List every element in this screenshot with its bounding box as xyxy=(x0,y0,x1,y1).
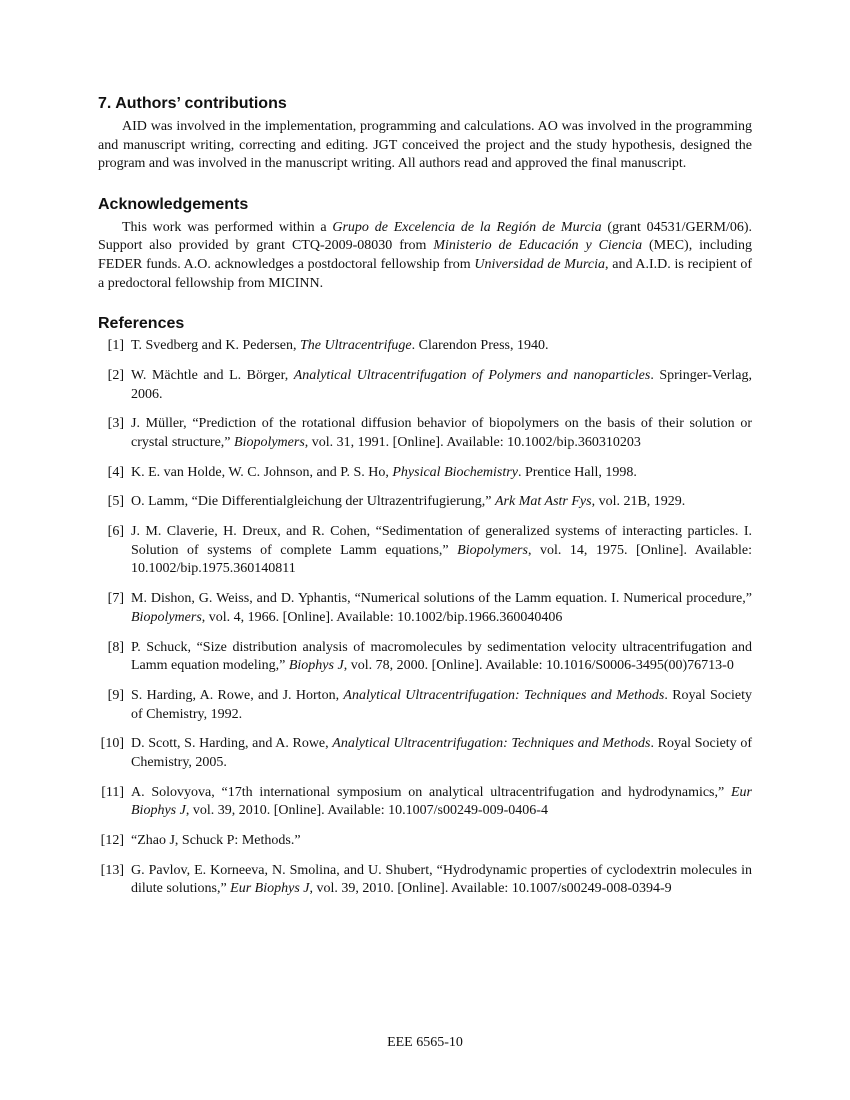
acknowledgements-section xyxy=(98,195,752,293)
reference-list xyxy=(98,337,752,899)
text-run: , vol. 31, 1991. [Online]. Available: 10.1002/bip.360310203 xyxy=(304,434,641,450)
text-run: , vol. 14, 1975. [Online]. Available: 10.1002/bip.1975.360140811 xyxy=(131,542,752,577)
reference-item xyxy=(98,862,752,899)
text-run: A. Solovyova, “17th international symposium on analytical ultracentrifugation and hydrodynamics,” xyxy=(131,784,731,800)
reference-item xyxy=(98,464,752,483)
reference-number: [1] xyxy=(107,338,124,354)
reference-number: [6] xyxy=(107,524,124,540)
text-run: P. Schuck, “Size distribution analysis of macromolecules by sedimentation velocity ultracentrifugation and Lamm equation modeling,” xyxy=(131,639,752,674)
text-run: W. Mächtle and L. Börger, xyxy=(131,367,294,383)
reference-item xyxy=(98,493,752,512)
reference-item xyxy=(98,415,752,452)
italic-text: Physical Biochemistry xyxy=(392,464,518,480)
text-run: . Clarendon Press, 1940. xyxy=(411,338,549,354)
page-content xyxy=(98,94,752,920)
italic-text: Ministerio de Educación y Ciencia xyxy=(433,238,643,254)
reference-item xyxy=(98,639,752,676)
references-section xyxy=(98,314,752,899)
text-run: J. Müller, “Prediction of the rotational diffusion behavior of biopolymers on the basis of their solution or crystal structure,” xyxy=(131,416,752,450)
italic-text: Biopolymers xyxy=(457,542,528,558)
reference-item xyxy=(98,523,752,579)
text-run: , vol. 78, 2000. [Online]. Available: 10.1016/S0006-3495(00)76713-0 xyxy=(343,658,734,674)
section-heading-acknowledgements: Acknowledgements xyxy=(98,195,249,213)
text-run: O. Lamm, “Die Differentialgleichung der Ultrazentrifugierung,” xyxy=(131,494,495,510)
text-run: This work was performed within a xyxy=(122,219,333,235)
reference-item xyxy=(98,590,752,627)
text-run: S. Harding, A. Rowe, and J. Horton, xyxy=(131,687,344,703)
reference-number: [12] xyxy=(100,833,124,849)
text-run: (MEC), including FEDER funds. A.O. acknowledges a postdoctoral fellowship from xyxy=(98,238,752,272)
italic-text: Analytical Ultracentrifugation of Polymers and nanoparticles xyxy=(293,367,651,383)
text-run: J. M. Claverie, H. Dreux, and R. Cohen, “Sedimentation of generalized systems of interacting particles. I. Solution of systems of complete Lamm equations,” xyxy=(131,524,752,558)
text-run: , vol. 39, 2010. [Online]. Available: 10.1007/s00249-009-0406-4 xyxy=(185,803,548,819)
italic-text: Biopolymers xyxy=(234,434,305,450)
reference-number: [9] xyxy=(107,687,124,703)
text-run: . Royal Society of Chemistry, 2005. xyxy=(131,736,752,770)
text-run: , and A.I.D. is recipient of a predoctoral fellowship from MICINN. xyxy=(98,256,752,291)
reference-item xyxy=(98,832,752,851)
text-run: T. Svedberg and K. Pedersen, xyxy=(131,338,300,354)
reference-number: [10] xyxy=(100,736,124,752)
reference-number: [11] xyxy=(101,784,124,800)
italic-text: Biopolymers xyxy=(131,609,202,625)
italic-text: Eur Biophys J xyxy=(230,881,310,897)
reference-number: [5] xyxy=(107,494,124,510)
section-heading-contributions: 7. Authors’ contributions xyxy=(98,95,287,112)
reference-item xyxy=(98,687,752,724)
text-run: “Zhao J, Schuck P: Methods.” xyxy=(131,833,301,849)
reference-item xyxy=(98,367,752,404)
acknowledgements-paragraph xyxy=(98,219,752,293)
reference-number: [3] xyxy=(107,416,124,432)
text-run: G. Pavlov, E. Korneeva, N. Smolina, and U. Shubert, “Hydrodynamic properties of cyclodextrin molecules in dilute solutions,” xyxy=(131,862,752,897)
italic-text: Biophys J xyxy=(288,658,344,674)
italic-text: Analytical Ultracentrifugation: Techniques and Methods xyxy=(343,687,665,703)
reference-number: [8] xyxy=(107,639,124,655)
authors-contributions-section xyxy=(98,94,752,174)
italic-text: Universidad de Murcia xyxy=(474,256,605,272)
text-run: , vol. 39, 2010. [Online]. Available: 10.1007/s00249-008-0394-9 xyxy=(309,881,672,897)
contributions-paragraph: AID was involved in the implementation, programming and calculations. AO was involved in the programming and manuscript writing, correcting and editing. JGT conceived the project and the study hypothesis, designed the program and was involved in the manuscript writing. All authors read and approved the final manuscript. xyxy=(98,119,752,172)
text-run: D. Scott, S. Harding, and A. Rowe, xyxy=(131,736,333,752)
text-run: . Springer-Verlag, 2006. xyxy=(131,367,752,402)
text-run: , vol. 21B, 1929. xyxy=(591,494,686,510)
text-run: (grant 04531/GERM/06). Support also provided by grant CTQ-2009-08030 from xyxy=(98,219,753,254)
reference-number: [13] xyxy=(100,862,124,878)
italic-text: Grupo de Excelencia de la Región de Murcia xyxy=(332,219,602,235)
text-run: M. Dishon, G. Weiss, and D. Yphantis, “Numerical solutions of the Lamm equation. I. Numerical procedure,” xyxy=(131,591,752,607)
section-heading-references: References xyxy=(98,315,185,333)
text-run: . Royal Society of Chemistry, 1992. xyxy=(131,687,753,722)
reference-number: [7] xyxy=(107,591,124,607)
reference-item xyxy=(98,735,752,772)
reference-number: [2] xyxy=(107,367,124,383)
reference-item xyxy=(98,784,752,821)
reference-number: [4] xyxy=(107,464,124,480)
italic-text: Eur Biophys J xyxy=(131,784,752,819)
italic-text: Ark Mat Astr Fys xyxy=(495,494,592,510)
italic-text: Analytical Ultracentrifugation: Techniques and Methods xyxy=(332,736,651,752)
italic-text: The Ultracentrifuge xyxy=(300,338,412,354)
page-footer: EEE 6565-10 xyxy=(387,1035,463,1050)
text-run: . Prentice Hall, 1998. xyxy=(517,464,637,480)
text-run: K. E. van Holde, W. C. Johnson, and P. S. Ho, xyxy=(131,464,393,480)
reference-item xyxy=(98,337,752,356)
text-run: , vol. 4, 1966. [Online]. Available: 10.1002/bip.1966.360040406 xyxy=(201,609,563,625)
